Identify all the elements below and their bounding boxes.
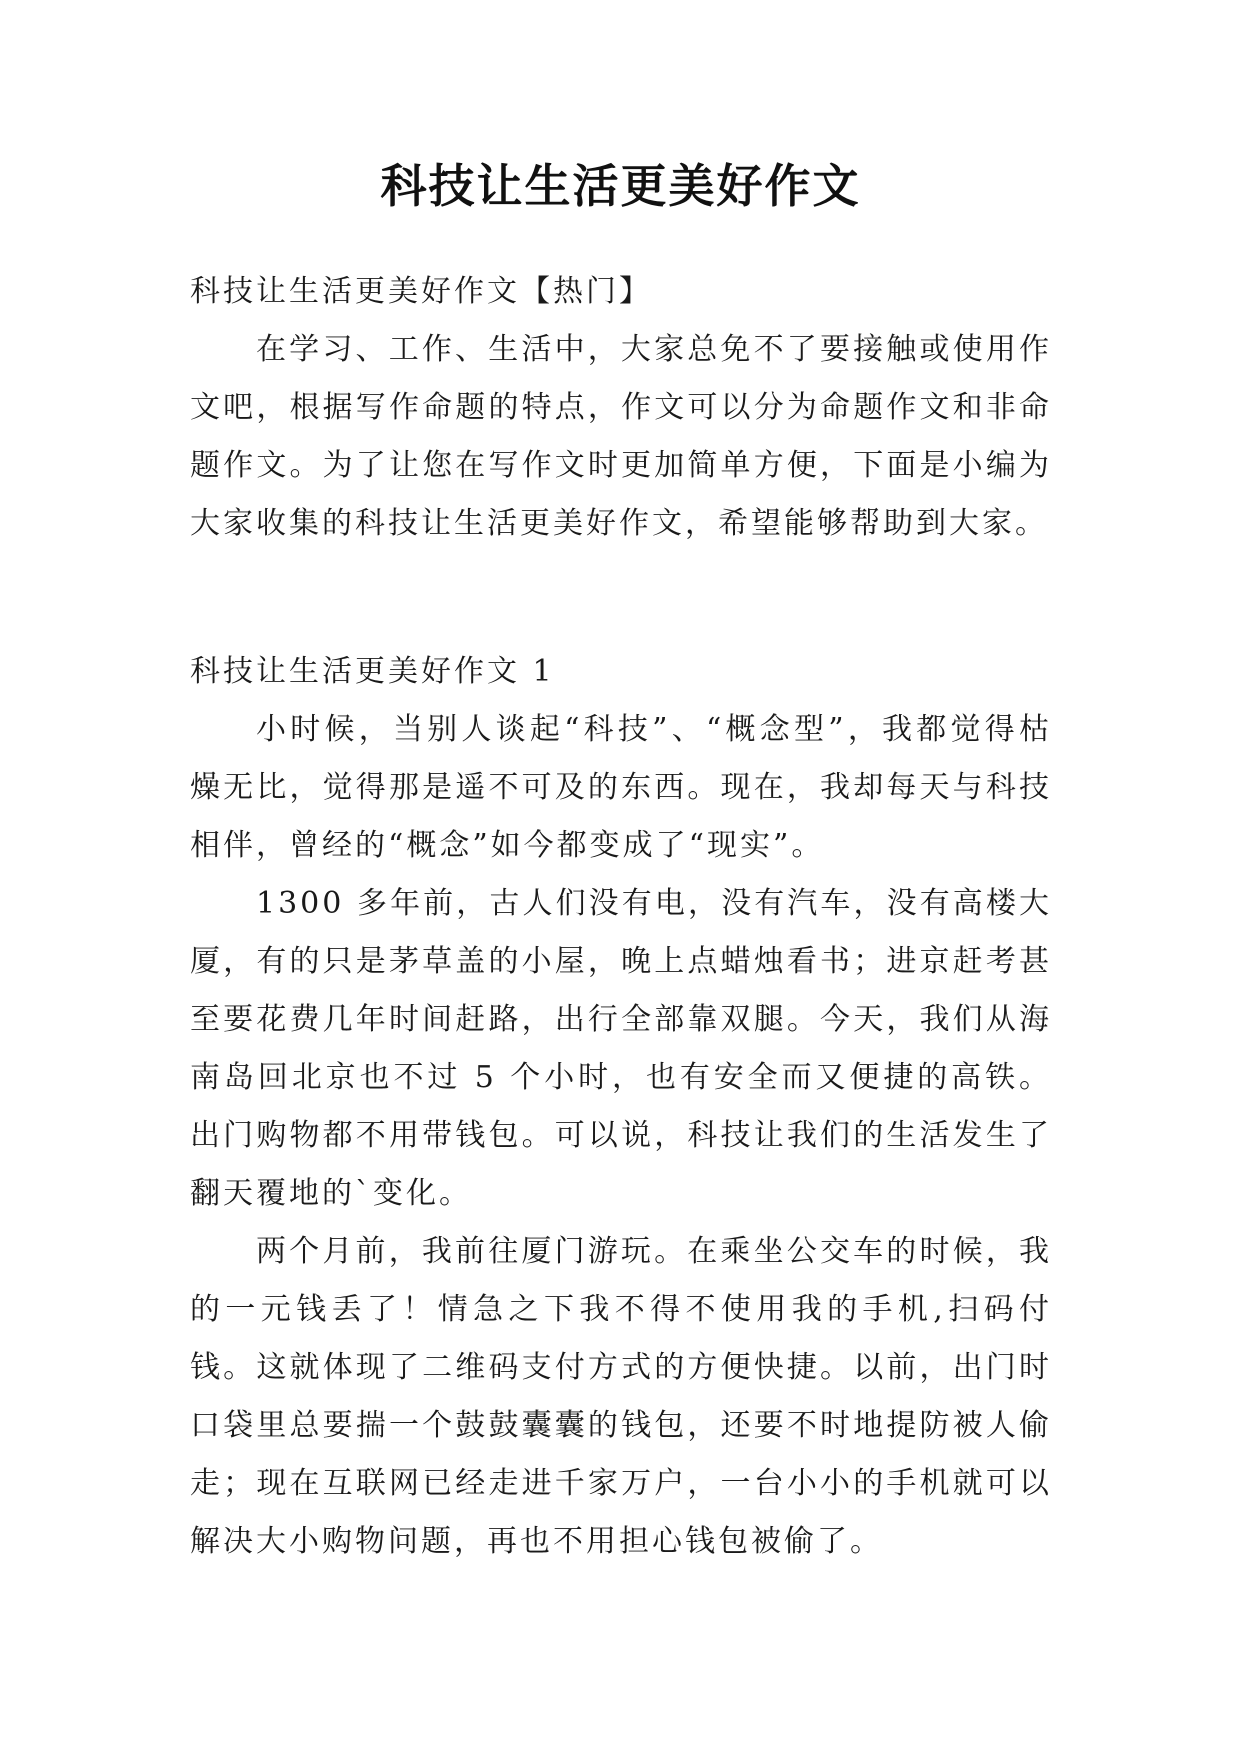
intro-paragraph: 在学习、工作、生活中，大家总免不了要接触或使用作文吧，根据写作命题的特点，作文可以分为命题作文和非命题作文。为了让您在写作文时更加简单方便，下面是小编为大家收集的科技让生活更美好作文，希望能够帮助到大家。 <box>190 332 1052 541</box>
essay-section <box>190 643 1052 1571</box>
essay-heading: 科技让生活更美好作文 1 <box>190 654 555 689</box>
essay-paragraph: 两个月前，我前往厦门游玩。在乘坐公交车的时候，我的一元钱丢了！情急之下我不得不使用我的手机,扫码付钱。这就体现了二维码支付方式的方便快捷。以前，出门时口袋里总要揣一个鼓鼓囊囊的钱包，还要不时地提防被人偷走；现在互联网已经走进千家万户，一台小小的手机就可以解决大小购物问题，再也不用担心钱包被偷了。 <box>190 1234 1052 1559</box>
document-title: 科技让生活更美好作文 <box>380 159 861 213</box>
intro-section <box>190 263 1052 553</box>
essay-paragraph: 1300 多年前，古人们没有电，没有汽车，没有高楼大厦，有的只是茅草盖的小屋，晚上点蜡烛看书；进京赶考甚至要花费几年时间赶路，出行全部靠双腿。今天，我们从海南岛回北京也不过 5 个小时，也有安全而又便捷的高铁。出门购物都不用带钱包。可以说，科技让我们的生活发生了翻天覆地的`变化。 <box>190 886 1052 1211</box>
essay-paragraph: 小时候，当别人谈起“科技”、“概念型”，我都觉得枯燥无比，觉得那是遥不可及的东西。现在，我却每天与科技相伴，曾经的“概念”如今都变成了“现实”。 <box>190 712 1052 863</box>
intro-heading: 科技让生活更美好作文【热门】 <box>190 274 652 309</box>
